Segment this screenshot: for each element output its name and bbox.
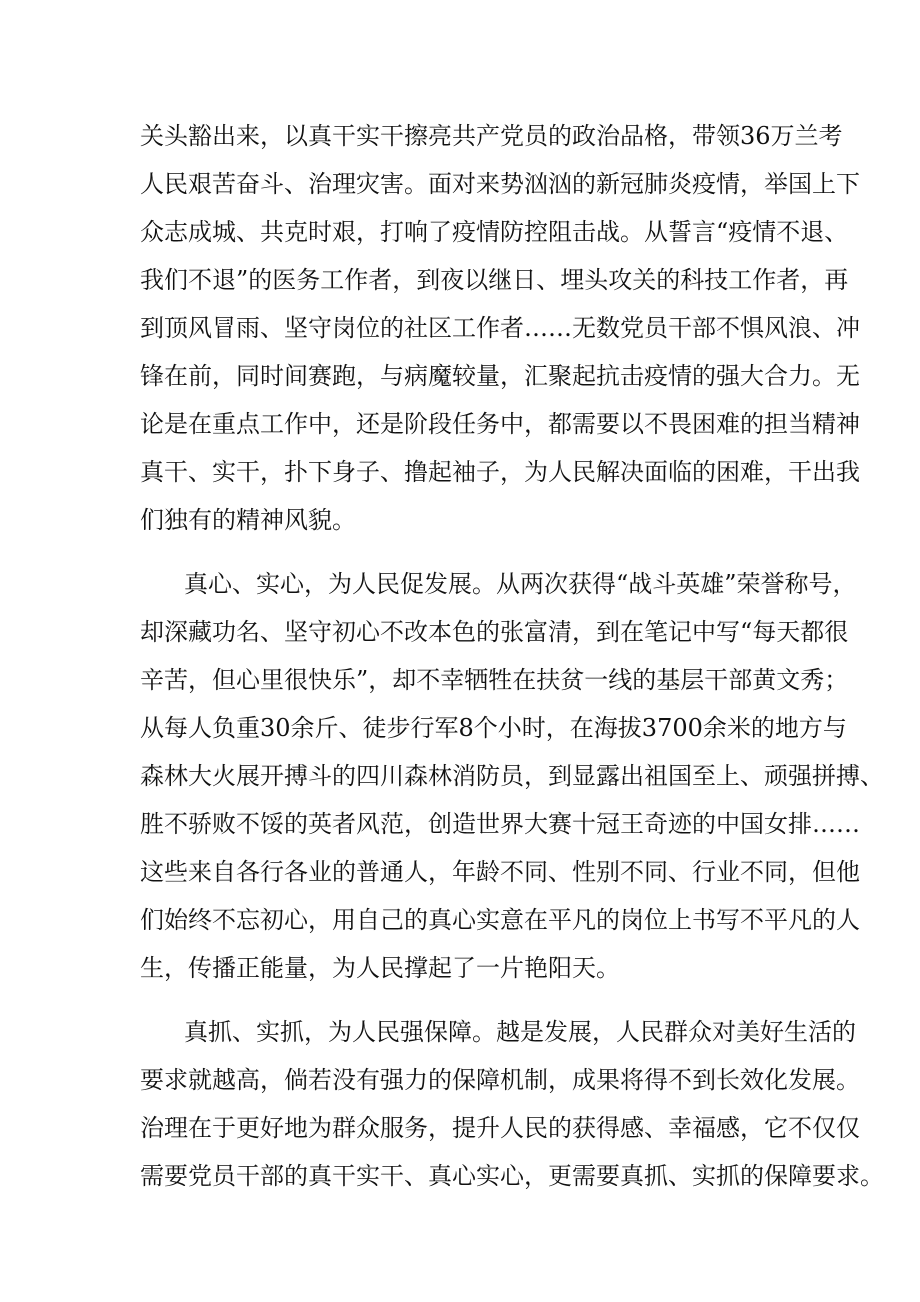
paragraph-2-line-4: 从每人负重30余斤、徒步行军8个小时，在海拔3700余米的地方与 bbox=[140, 714, 847, 742]
paragraph-1-line-8: 真干、实干，扑下身子、撸起袖子，为人民解决面临的困难，干出我 bbox=[140, 458, 860, 486]
paragraph-1-line-5: 到顶风冒雨、坚守岗位的社区工作者……无数党员干部不惧风浪、冲 bbox=[140, 314, 860, 342]
paragraph-1-line-7: 论是在重点工作中，还是阶段任务中，都需要以不畏困难的担当精神 bbox=[140, 410, 860, 438]
paragraph-1-line-1: 关头豁出来，以真干实干擦亮共产党员的政治品格，带领36万兰考 bbox=[140, 122, 843, 150]
paragraph-3-line-2: 要求就越高，倘若没有强力的保障机制，成果将得不到长效化发展。 bbox=[140, 1066, 860, 1094]
paragraph-2-line-8: 们始终不忘初心，用自己的真心实意在平凡的岗位上书写不平凡的人 bbox=[140, 906, 860, 934]
paragraph-3-line-1: 真抓、实抓，为人民强保障。越是发展，人民群众对美好生活的 bbox=[184, 1018, 856, 1046]
paragraph-2-line-3: 辛苦，但心里很快乐”，却不幸牺牲在扶贫一线的基层干部黄文秀； bbox=[140, 666, 849, 694]
paragraph-3-line-4: 需要党员干部的真干实干、真心实心，更需要真抓、实抓的保障要求。 bbox=[140, 1162, 884, 1190]
paragraph-1-line-6: 锋在前，同时间赛跑，与病魔较量，汇聚起抗击疫情的强大合力。无 bbox=[140, 362, 860, 390]
paragraph-2-line-9: 生，传播正能量，为人民撑起了一片艳阳天。 bbox=[140, 954, 620, 982]
paragraph-3-line-3: 治理在于更好地为群众服务，提升人民的获得感、幸福感，它不仅仅 bbox=[140, 1114, 860, 1142]
paragraph-2-line-7: 这些来自各行各业的普通人，年龄不同、性别不同、行业不同，但他 bbox=[140, 858, 860, 886]
paragraph-2-line-1: 真心、实心，为人民促发展。从两次获得“战斗英雄”荣誉称号， bbox=[184, 570, 857, 598]
paragraph-2-line-5: 森林大火展开搏斗的四川森林消防员，到显露出祖国至上、顽强拼搏、 bbox=[140, 762, 884, 790]
paragraph-1-line-9: 们独有的精神风貌。 bbox=[140, 506, 356, 534]
paragraph-1-line-2: 人民艰苦奋斗、治理灾害。面对来势汹汹的新冠肺炎疫情，举国上下 bbox=[140, 170, 860, 198]
paragraph-2-line-2: 却深藏功名、坚守初心不改本色的张富清，到在笔记中写“每天都很 bbox=[140, 618, 849, 646]
paragraph-2-line-6: 胜不骄败不馁的英者风范，创造世界大赛十冠王奇迹的中国女排…… bbox=[140, 810, 860, 838]
paragraph-1-line-4: 我们不退”的医务工作者，到夜以继日、埋头攻关的科技工作者，再 bbox=[140, 266, 849, 294]
paragraph-1-line-3: 众志成城、共克时艰，打响了疫情防控阻击战。从誓言“疫情不退、 bbox=[140, 218, 849, 246]
